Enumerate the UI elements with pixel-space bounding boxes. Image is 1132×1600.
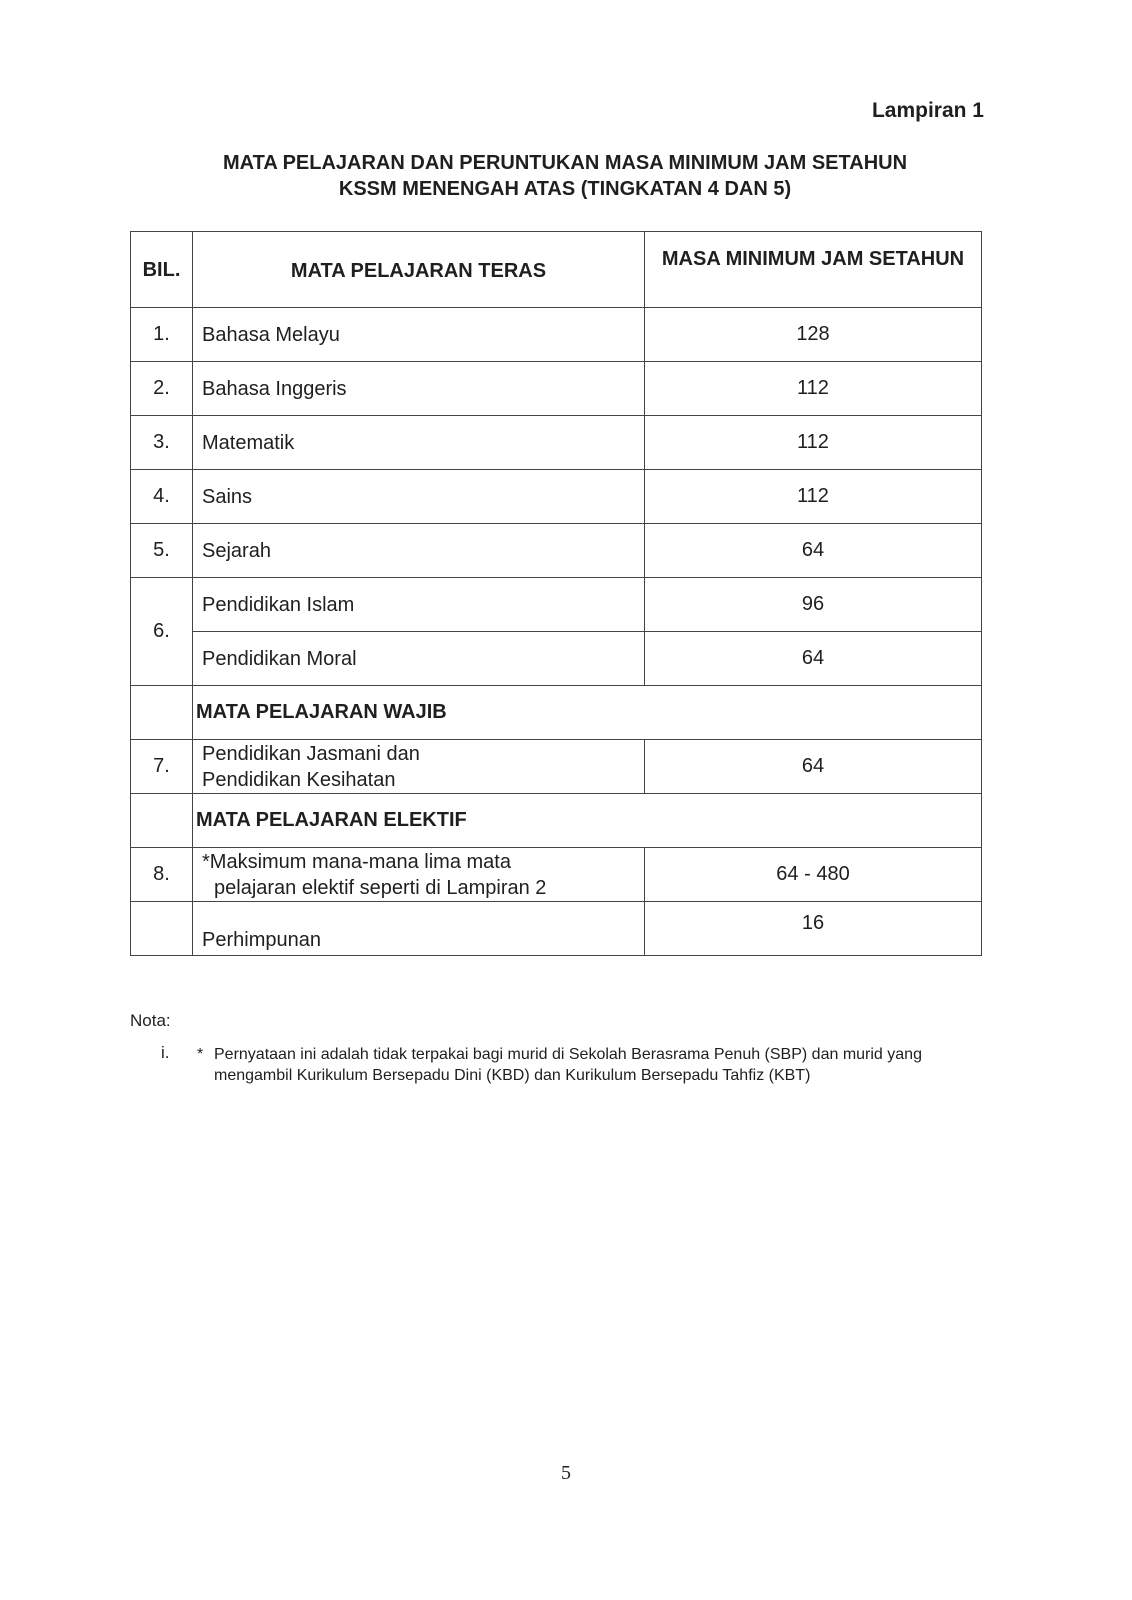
row-time: 96: [645, 578, 982, 632]
row-time: 64: [645, 740, 982, 794]
section-spacer: [131, 686, 193, 740]
row-subject: Sains: [193, 470, 645, 524]
row-subject: Pendidikan Islam: [193, 578, 645, 632]
section-row-elektif: [131, 794, 982, 848]
row-time: 112: [645, 416, 982, 470]
header-time: MASA MINIMUM JAM SETAHUN: [645, 232, 982, 308]
table-row: [131, 362, 982, 416]
row-subject: [193, 740, 645, 794]
row-time: 16: [645, 902, 982, 956]
table-row: [131, 470, 982, 524]
header-subject: MATA PELAJARAN TERAS: [193, 232, 645, 308]
row-number: 8.: [131, 848, 193, 902]
page-number: 5: [561, 1462, 571, 1484]
appendix-label: Lampiran 1: [871, 99, 984, 122]
note-number: i.: [161, 1043, 170, 1062]
row-subject-line1: *Maksimum mana-mana lima mata: [202, 850, 511, 873]
row-subject: Bahasa Inggeris: [193, 362, 645, 416]
section-title-wajib: MATA PELAJARAN WAJIB: [193, 686, 982, 740]
row-time: 128: [645, 308, 982, 362]
subjects-table: [130, 231, 982, 956]
row-time: 112: [645, 362, 982, 416]
table-row: [131, 902, 982, 956]
note-text: Pernyataan ini adalah tidak terpakai bagi murid di Sekolah Berasrama Penuh (SBP) dan murid yang mengambil Kurikulum Bersepadu Dini (KBD) dan Kurikulum Bersepadu Tahfiz (KBT): [214, 1046, 922, 1084]
row-number: 3.: [131, 416, 193, 470]
table-row: [131, 308, 982, 362]
row-time: 112: [645, 470, 982, 524]
row-subject: [193, 848, 645, 902]
row-number: 1.: [131, 308, 193, 362]
row-subject-line2: Pendidikan Kesihatan: [202, 768, 396, 791]
table-header-row: [131, 232, 982, 308]
table-row: [131, 524, 982, 578]
row-time: 64 - 480: [645, 848, 982, 902]
section-spacer: [131, 794, 193, 848]
row-number: 2.: [131, 362, 193, 416]
notes-label: Nota:: [130, 1011, 171, 1030]
row-number: [131, 902, 193, 956]
section-title-elektif: MATA PELAJARAN ELEKTIF: [193, 794, 982, 848]
row-number: 6.: [131, 578, 193, 686]
row-time: 64: [645, 524, 982, 578]
table-row: [131, 578, 982, 632]
note-asterisk: *: [197, 1046, 204, 1063]
table-row: [131, 848, 982, 902]
row-number: 7.: [131, 740, 193, 794]
section-row-wajib: [131, 686, 982, 740]
row-time: 64: [645, 632, 982, 686]
row-subject-line1: Pendidikan Jasmani dan: [202, 742, 420, 765]
row-number: 5.: [131, 524, 193, 578]
header-bil: BIL.: [131, 232, 193, 308]
row-subject: Bahasa Melayu: [193, 308, 645, 362]
document-title-line1: MATA PELAJARAN DAN PERUNTUKAN MASA MINIMUM JAM SETAHUN: [222, 152, 908, 174]
table-row: [131, 740, 982, 794]
row-subject: Pendidikan Moral: [193, 632, 645, 686]
table-row: [131, 632, 982, 686]
row-subject: Perhimpunan: [193, 902, 645, 956]
row-subject: Matematik: [193, 416, 645, 470]
row-number: 4.: [131, 470, 193, 524]
row-subject-line2: pelajaran elektif seperti di Lampiran 2: [214, 876, 547, 899]
table-row: [131, 416, 982, 470]
row-subject: Sejarah: [193, 524, 645, 578]
document-title-line2: KSSM MENENGAH ATAS (TINGKATAN 4 DAN 5): [338, 178, 792, 200]
